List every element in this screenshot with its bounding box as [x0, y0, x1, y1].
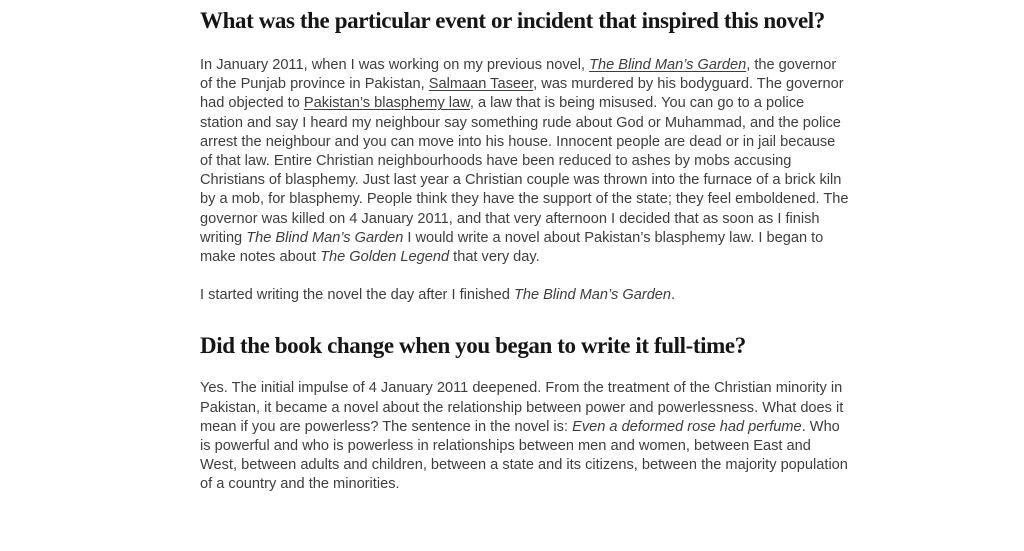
text-segment: Yes. The initial impulse of 4 January 2011 deepened. From the treatment of the Christian minority in Pakistan, it became a novel about the relationship between power and powerlessness. What does it mean if you are powerless? The sentence in the novel is:	[200, 380, 844, 435]
inline-link[interactable]: Salmaan Taseer	[428, 76, 534, 93]
text-segment: The Golden Legend	[320, 249, 450, 266]
text-segment: The Blind Man’s Garden	[246, 229, 404, 246]
answer-paragraph-1	[200, 56, 850, 267]
text-segment: I would write a novel about Pakistan’s blasphemy law. I began to make notes about	[200, 229, 824, 266]
text-segment: I started writing the novel the day after I finished	[200, 287, 514, 304]
inline-link[interactable]: Pakistan’s blasphemy law	[303, 95, 470, 112]
question-heading-1: What was the particular event or incident that inspired this novel?	[200, 8, 825, 33]
answer-paragraph-3	[200, 379, 850, 494]
interview-article	[200, 8, 850, 514]
inline-link[interactable]: The Blind Man’s Garden	[589, 57, 747, 73]
text-segment: , was murdered by his bodyguard. The governor had objected to	[200, 76, 844, 112]
text-segment: The Blind Man’s Garden	[513, 287, 672, 304]
question-heading-2: Did the book change when you began to write it full-time?	[200, 333, 746, 359]
text-segment: In January 2011, when I was working on my previous novel,	[200, 57, 590, 73]
text-segment: . Who is powerful and who is powerless in relationships between men and women, between East and West, between adults and children, between a state and its citizens, between the majority population of a country and the minorities.	[200, 418, 848, 493]
answer-paragraph-2	[200, 286, 850, 305]
text-segment: .	[671, 287, 676, 304]
text-segment: that very day.	[449, 249, 540, 266]
text-segment: , the governor of the Punjab province in Pakistan,	[200, 57, 837, 93]
text-segment: , a law that is being misused. You can go to a police station and say I heard my neighbour say something rude about God or Muhammad, and the police arrest the neighbour and you can move into his house. Innocent people are dead or in jail because of that law. Entire Christian neighbourhoods have been reduced to ashes by mobs accusing Christians of blasphemy. Just last year a Christian couple was thrown into the furnace of a brick kiln by a mob, for blasphemy. People think they have the support of the state; they feel emboldened. The governor was killed on 4 January 2011, and that very afternoon I decided that as soon as I finish writing	[200, 95, 849, 246]
text-segment: Even a deformed rose had perfume	[572, 418, 802, 435]
